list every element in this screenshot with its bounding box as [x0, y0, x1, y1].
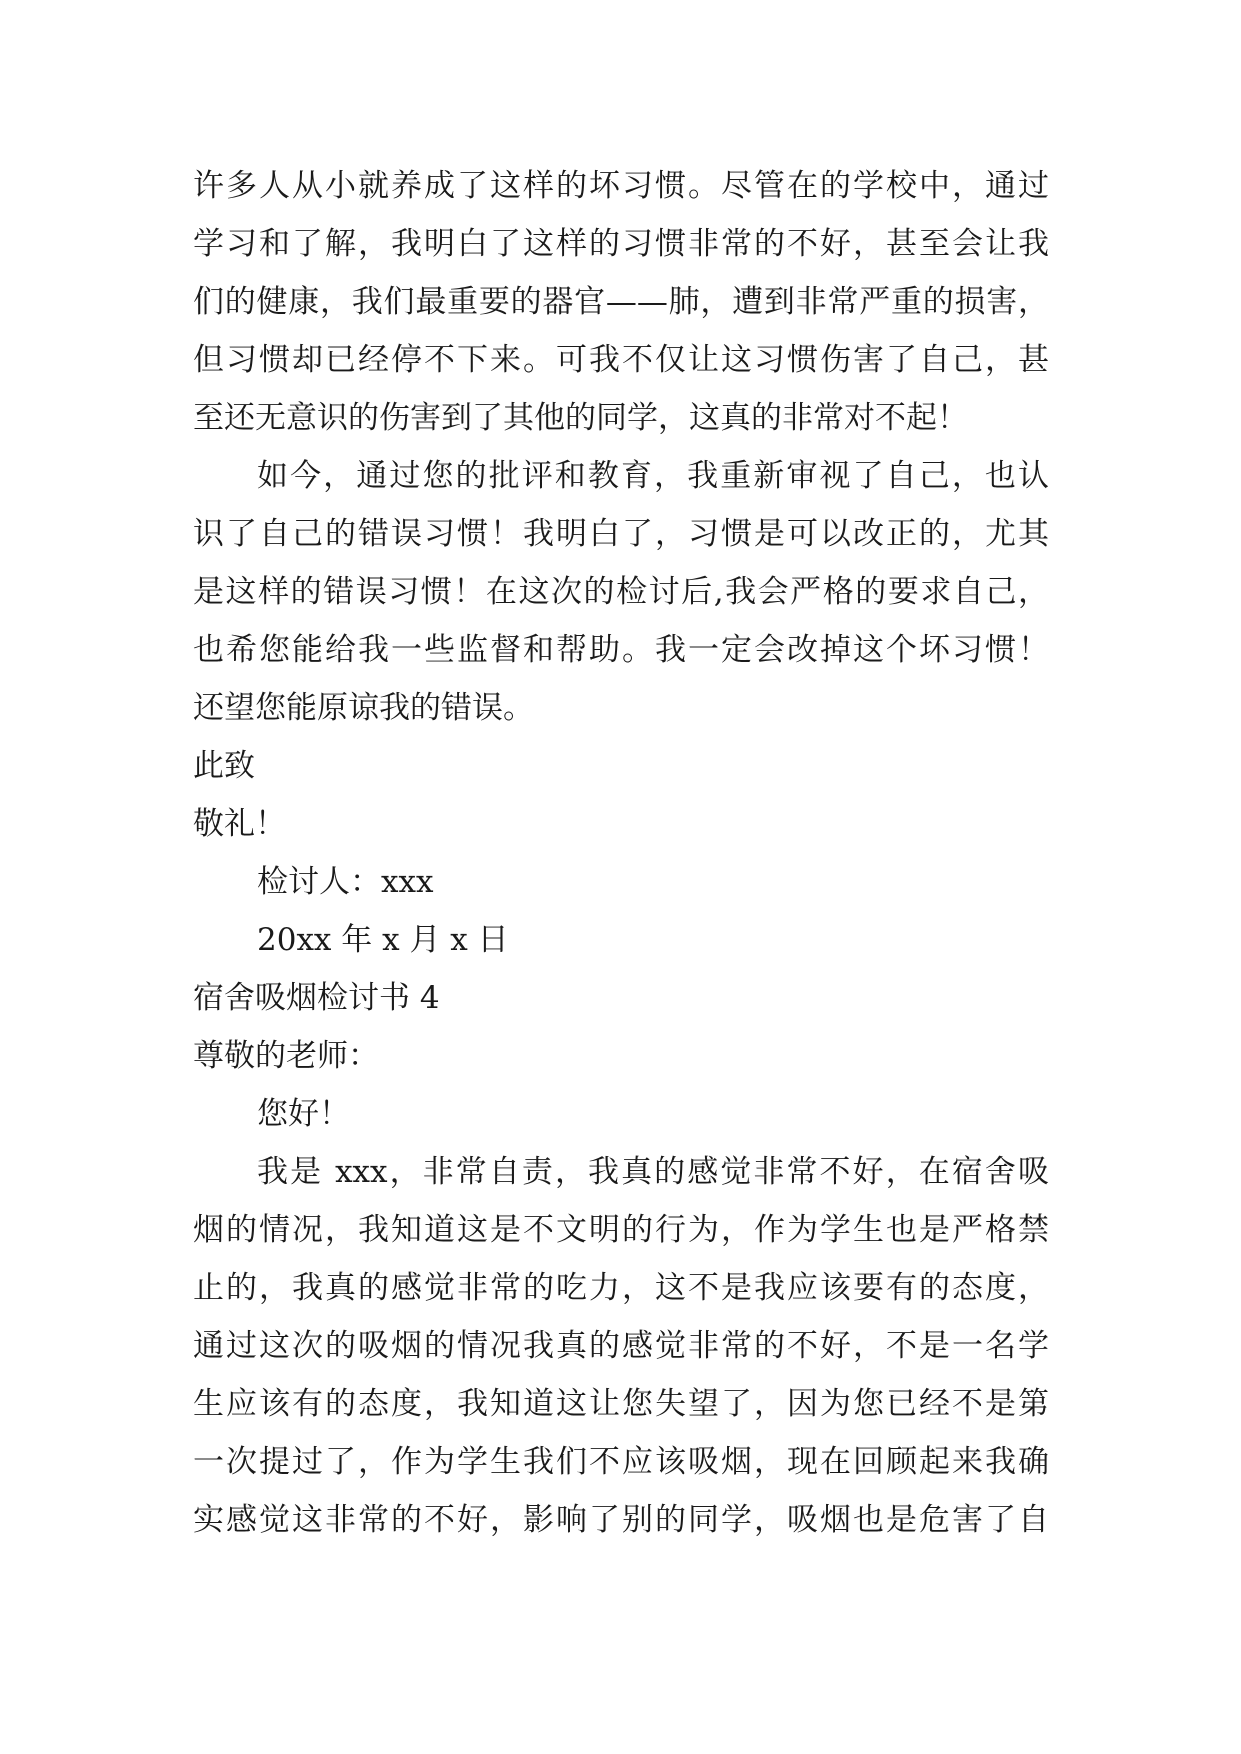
section-title: 宿舍吸烟检讨书 4: [193, 980, 440, 1016]
closing-regards: 敬礼！: [193, 806, 286, 842]
date: 20xx 年 x 月 x 日: [257, 922, 509, 958]
text-line: 生应该有的态度，我知道这让您失望了，因为您已经不是第: [193, 1386, 1049, 1422]
greeting: 您好！: [257, 1096, 350, 1132]
recipient: 尊敬的老师：: [193, 1038, 379, 1074]
text-line: 实感觉这非常的不好，影响了别的同学，吸烟也是危害了自: [193, 1502, 1049, 1538]
text-line: 们的健康，我们最重要的器官——肺，遭到非常严重的损害，: [193, 284, 1049, 320]
text-line: 如今，通过您的批评和教育，我重新审视了自己，也认: [257, 458, 1049, 494]
text-line: 许多人从小就养成了这样的坏习惯。尽管在的学校中，通过: [193, 168, 1049, 204]
closing-salutation: 此致: [193, 748, 255, 784]
text-line: 止的，我真的感觉非常的吃力，这不是我应该要有的态度，: [193, 1270, 1049, 1306]
text-line: 我是 xxx，非常自责，我真的感觉非常不好，在宿舍吸: [257, 1154, 1049, 1190]
text-line: 烟的情况，我知道这是不文明的行为，作为学生也是严格禁: [193, 1212, 1049, 1248]
text-line: 是这样的错误习惯！在这次的检讨后,我会严格的要求自己，: [193, 574, 1049, 610]
document-body: [193, 157, 1049, 1549]
text-line: 通过这次的吸烟的情况我真的感觉非常的不好，不是一名学: [193, 1328, 1049, 1364]
text-line: 一次提过了，作为学生我们不应该吸烟，现在回顾起来我确: [193, 1444, 1049, 1480]
text-line: 学习和了解，我明白了这样的习惯非常的不好，甚至会让我: [193, 226, 1049, 262]
text-line: 也希您能给我一些监督和帮助。我一定会改掉这个坏习惯！: [193, 632, 1049, 668]
text-line: 还望您能原谅我的错误。: [193, 690, 534, 726]
text-line: 但习惯却已经停不下来。可我不仅让这习惯伤害了自己，甚: [193, 342, 1049, 378]
text-line: 识了自己的错误习惯！我明白了，习惯是可以改正的，尤其: [193, 516, 1049, 552]
text-line: 至还无意识的伤害到了其他的同学，这真的非常对不起！: [193, 400, 968, 436]
signature: 检讨人：xxx: [257, 864, 434, 900]
